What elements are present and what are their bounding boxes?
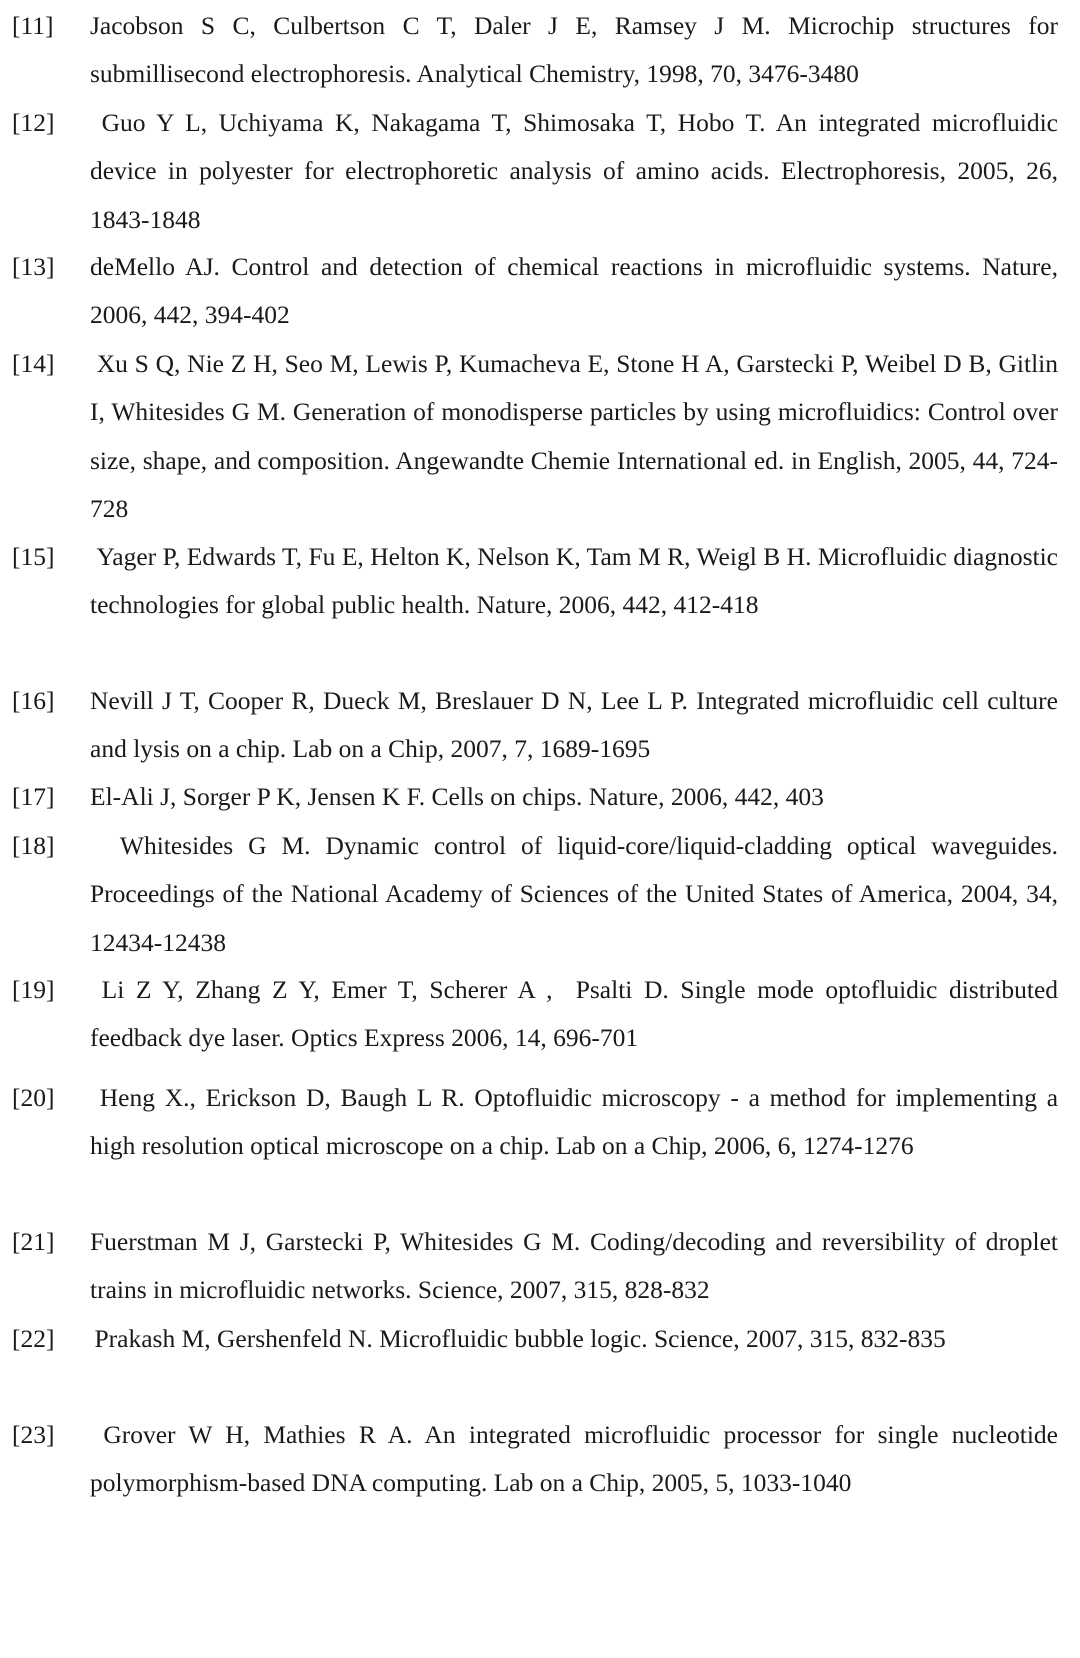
- reference-item-17: [12, 773, 1058, 821]
- reference-number: [22]: [12, 1324, 55, 1353]
- reference-item-11: [12, 2, 1058, 99]
- reference-text: Guo Y L, Uchiyama K, Nakagama T, Shimosaka T, Hobo T. An integrated microfluidic device in polyester for electrophoretic analysis of amino acids. Electrophoresis, 2005, 26, 1843-1848: [90, 108, 1065, 234]
- reference-text: Grover W H, Mathies R A. An integrated microfluidic processor for single nucleotide polymorphism-based DNA computing. Lab on a Chip, 2005, 5, 1033-1040: [90, 1420, 1065, 1498]
- reference-item-23: [12, 1411, 1065, 1508]
- reference-text: Heng X., Erickson D, Baugh L R. Optofluidic microscopy - a method for implementing a high resolution optical microscope on a chip. Lab on a Chip, 2006, 6, 1274-1276: [90, 1083, 1065, 1161]
- reference-number: [21]: [12, 1227, 55, 1256]
- reference-item-19: [12, 966, 1065, 1063]
- reference-text: Li Z Y, Zhang Z Y, Emer T, Scherer A , Psalti D. Single mode optofluidic distributed feedback dye laser. Optics Express 2006, 14, 696-701: [90, 975, 1065, 1053]
- reference-text: Fuerstman M J, Garstecki P, Whitesides G M. Coding/decoding and reversibility of droplet trains in microfluidic networks. Science, 2007, 315, 828-832: [90, 1227, 1058, 1305]
- reference-number: [14]: [12, 349, 55, 378]
- reference-number: [20]: [12, 1083, 55, 1112]
- reference-entry: [12, 1315, 1058, 1363]
- reference-item-15: [12, 533, 1065, 630]
- reference-text: deMello AJ. Control and detection of chemical reactions in microfluidic systems. Nature, 2006, 442, 394-402: [90, 252, 1058, 330]
- reference-item-16: [12, 677, 1058, 774]
- reference-number: [11]: [12, 11, 54, 40]
- reference-text: El-Ali J, Sorger P K, Jensen K F. Cells on chips. Nature, 2006, 442, 403: [90, 782, 824, 811]
- reference-text: Nevill J T, Cooper R, Dueck M, Breslauer D N, Lee L P. Integrated microfluidic cell culture and lysis on a chip. Lab on a Chip, 2007, 7, 1689-1695: [90, 686, 1058, 764]
- reference-number: [19]: [12, 975, 55, 1004]
- reference-item-21: [12, 1218, 1058, 1315]
- reference-number: [12]: [12, 108, 55, 137]
- reference-number: [18]: [12, 831, 55, 860]
- reference-text: Whitesides G M. Dynamic control of liquid-core/liquid-cladding optical waveguides. Proceedings of the National Academy of Sciences of the United States of America, 2004, 34, 12434-12438: [90, 831, 1065, 957]
- reference-item-13: [12, 243, 1058, 340]
- reference-text: Prakash M, Gershenfeld N. Microfluidic bubble logic. Science, 2007, 315, 832-835: [94, 1324, 946, 1353]
- reference-number: [16]: [12, 686, 55, 715]
- reference-item-18: [12, 822, 1065, 967]
- reference-item-14: [12, 340, 1065, 533]
- reference-item-12: [12, 99, 1065, 244]
- reference-text: Jacobson S C, Culbertson C T, Daler J E, Ramsey J M. Microchip structures for submillisecond electrophoresis. Analytical Chemistry, 1998, 70, 3476-3480: [90, 11, 1058, 89]
- reference-number: [13]: [12, 252, 55, 281]
- reference-text: Xu S Q, Nie Z H, Seo M, Lewis P, Kumacheva E, Stone H A, Garstecki P, Weibel D B, Gitlin I, Whitesides G M. Generation of monodisperse particles by using microfluidics: Control over size, shape, and composition. Angewandte Chemie International ed. in English, 2005, 44, 724-728: [90, 349, 1065, 523]
- reference-item-20: [12, 1074, 1065, 1171]
- reference-number: [15]: [12, 542, 55, 571]
- reference-number: [17]: [12, 782, 55, 811]
- reference-number: [23]: [12, 1420, 55, 1449]
- reference-item-22: [12, 1315, 1058, 1363]
- reference-text: Yager P, Edwards T, Fu E, Helton K, Nelson K, Tam M R, Weigl B H. Microfluidic diagnostic technologies for global public health. Nature, 2006, 442, 412-418: [90, 542, 1065, 620]
